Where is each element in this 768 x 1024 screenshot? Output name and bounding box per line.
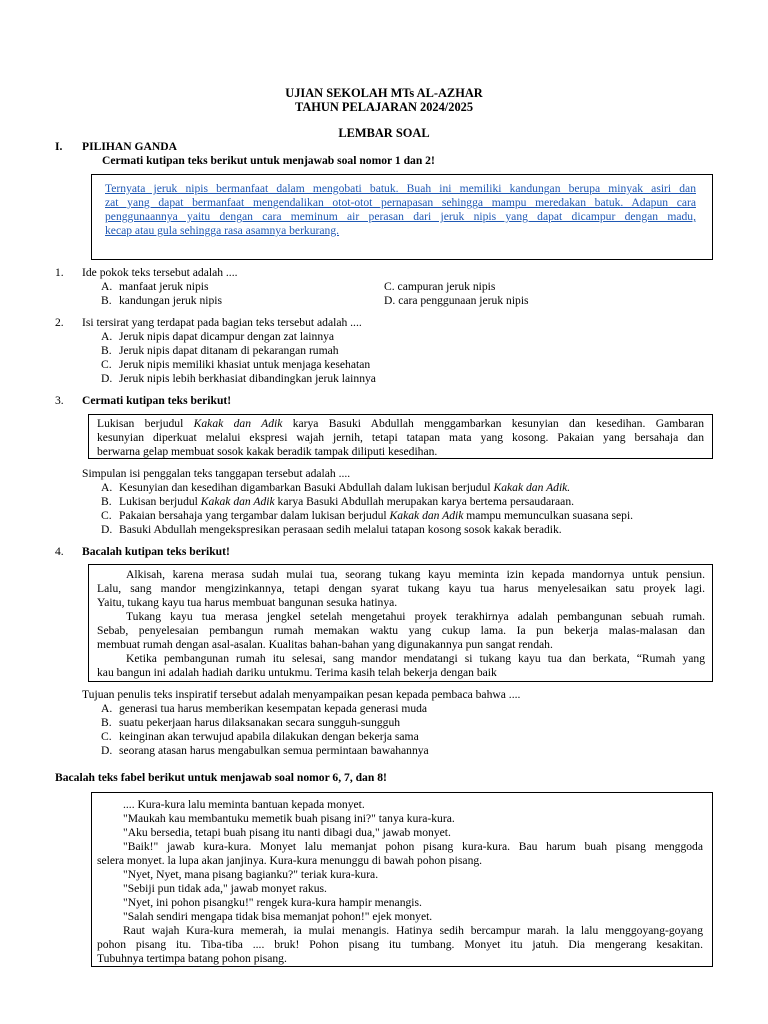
fable-line: .... Kura-kura lalu meminta bantuan kepada monyet. [123,798,365,811]
passage-line: berwarna gelap membuat sosok kakak beradik tampak diliputi kesedihan. [97,445,438,458]
question-2-option-a[interactable]: A. Jeruk nipis dapat dicampur dengan zat lainnya [101,330,335,343]
passage-line: kesunyian diperkuat melalui ekspresi wajah jernih, tetapi tatapan mata yang kosong. Pakaian yang bersahaja dan [97,431,704,444]
fable-line: "Maukah kau membantuku memetik buah pisang ini?" tanya kura-kura. [123,812,455,825]
sheet-title: LEMBAR SOAL [338,126,430,140]
passage-line: kau bangun ini adalah hadiah dariku untukmu. Terima kasih telah bekerja dengan baik [97,666,497,679]
question-1-option-d[interactable]: D. cara penggunaan jeruk nipis [384,294,529,307]
fable-line: Tubuhnya tertimpa batang pohon pisang. [97,952,287,965]
section-title: PILIHAN GANDA [82,140,178,153]
passage-line: membuat rumah dengan asal-asalan. Kualitas bahan-bahan yang digunakannya pun sangat rendah. [97,638,553,651]
question-4-option-b[interactable]: B. suatu pekerjaan harus dilaksanakan secara sungguh-sungguh [101,716,401,729]
fable-line: "Baik!" jawab kura-kura. Monyet lalu memanjat pohon pisang kura-kura. Bau harum buah pisang menggoda [123,840,703,853]
section-number: I. [55,140,63,153]
question-3-number: 3. [55,394,64,407]
passage-line: Ketika pembangunan rumah itu selesai, sang mandor mendatangi si tukang kayu tua dan berkata, “Rumah yang [126,652,705,665]
exam-year: TAHUN PELAJARAN 2024/2025 [294,100,474,114]
question-3-option-b[interactable]: B. Lukisan berjudul Kakak dan Adik karya Basuki Abdullah merupakan karya bertema persaudaraan. [101,495,575,508]
question-4-option-d[interactable]: D. seorang atasan harus mengabulkan semua permintaan bawahannya [101,744,429,757]
fable-instruction: Bacalah teks fabel berikut untuk menjawab soal nomor 6, 7, dan 8! [55,771,387,784]
passage-line: Tukang kayu tua merasa jengkel setelah mengetahui proyek terakhirnya adalah pembangunan sebuah rumah. [126,610,705,623]
passage-line: penggunaannya yaitu dengan cara meminum air perasan dari jeruk nipis yang dapat dicampur dengan madu, [105,210,696,223]
question-3-text: Simpulan isi penggalan teks tanggapan tersebut adalah .... [82,467,351,480]
question-3-option-c[interactable]: C. Pakaian bersahaja yang tergambar dalam lukisan berjudul Kakak dan Adik mampu memunculkan suasana sepi. [101,509,634,522]
fable-line: "Sebiji pun tidak ada," jawab monyet rakus. [123,882,327,895]
section-instruction: Cermati kutipan teks berikut untuk menjawab soal nomor 1 dan 2! [102,154,435,167]
passage-line: Sebab, penyelesaian pembangun rumah memakan waktu yang cukup lama. Ia pun bekerja malas-malasan dan [97,624,705,637]
passage-line: Yaitu, tukang kayu tua harus membuat bangunan sesuka hatinya. [97,596,398,609]
question-2-option-b[interactable]: B. Jeruk nipis dapat ditanam di pekarangan rumah [101,344,339,357]
passage-tukang-kayu [88,564,713,682]
fable-line: "Nyet, ini pohon pisangku!" rengek kura-kura hampir menangis. [123,896,422,909]
question-4-instruction: Bacalah kutipan teks berikut! [82,545,230,558]
question-3-option-d[interactable]: D. Basuki Abdullah mengekspresikan perasaan sedih melalui tatapan kosong sosok kakak beradik. [101,523,562,536]
question-4-number: 4. [55,545,64,558]
fable-line: "Nyet, Nyet, mana pisang bagianku?" teriak kura-kura. [123,868,379,881]
fable-line: pohon pisang itu. Tiba-tiba .... bruk! Pohon pisang itu tumbang. Monyet itu jatuh. Dia mengerang kesakitan. [97,938,703,951]
passage-line: zat yang dapat bermanfaat mengendalikan otot-otot pernapasan sehingga mampu meredakan batuk. Adapun cara [105,196,696,209]
passage-line: Lukisan berjudul Kakak dan Adik karya Basuki Abdullah menggambarkan kesunyian dan kesedihan. Gambaran [97,417,704,430]
question-4-option-a[interactable]: A. generasi tua harus memberikan kesempatan kepada generasi muda [101,702,428,715]
question-3-instruction: Cermati kutipan teks berikut! [82,394,232,407]
fable-line: "Salah sendiri mengapa tidak bisa memanjat pohon!" ejek monyet. [123,910,433,923]
question-1-number: 1. [55,266,64,279]
passage-jeruk-nipis [91,174,713,260]
passage-line: Lalu, sang mandor mengizinkannya, tetapi dengan syarat tukang kayu tua harus menyelesaikan satu proyek lagi. [97,582,705,595]
passage-line: Alkisah, karena merasa sudah mulai tua, seorang tukang kayu meminta izin kepada mandornya untuk pensiun. [126,568,705,581]
question-4-option-c[interactable]: C. keinginan akan terwujud apabila dilakukan dengan bekerja sama [101,730,419,743]
passage-lukisan [88,414,713,459]
question-1-option-c[interactable]: C. campuran jeruk nipis [384,280,496,293]
question-2-option-d[interactable]: D. Jeruk nipis lebih berkhasiat dibandingkan jeruk lainnya [101,372,376,385]
question-2-option-c[interactable]: C. Jeruk nipis memiliki khasiat untuk menjaga kesehatan [101,358,371,371]
fable-line: "Aku bersedia, tetapi buah pisang itu nanti dibagi dua," jawab monyet. [123,826,451,839]
passage-line: kecap atau gula sehingga rasa asamnya berkurang. [105,224,340,237]
question-1-text: Ide pokok teks tersebut adalah .... [82,266,238,279]
fable-line: selera monyet. la lupa akan janjinya. Kura-kura menunggu di bawah pohon pisang. [97,854,483,867]
question-2-text: Isi tersirat yang terdapat pada bagian teks tersebut adalah .... [82,316,362,329]
passage-line: Ternyata jeruk nipis bermanfaat dalam mengobati batuk. Buah ini memiliki kandungan berupa minyak asiri dan [105,182,696,195]
question-2-number: 2. [55,316,64,329]
exam-title: UJIAN SEKOLAH MTs AL-AZHAR [285,86,483,100]
question-1-option-a[interactable]: A. manfaat jeruk nipis [101,280,209,293]
question-4-text: Tujuan penulis teks inspiratif tersebut adalah menyampaikan pesan kepada pembaca bahwa .... [82,688,521,701]
question-3-option-a[interactable]: A. Kesunyian dan kesedihan digambarkan Basuki Abdullah dalam lukisan berjudul Kakak dan Adik. [101,481,571,494]
fable-line: Raut wajah Kura-kura memerah, ia mulai menangis. Hatinya sedih bercampur marah. la lalu menggoyang-goyang [123,924,703,937]
passage-fabel [91,792,713,967]
question-1-option-b[interactable]: B. kandungan jeruk nipis [101,294,223,307]
